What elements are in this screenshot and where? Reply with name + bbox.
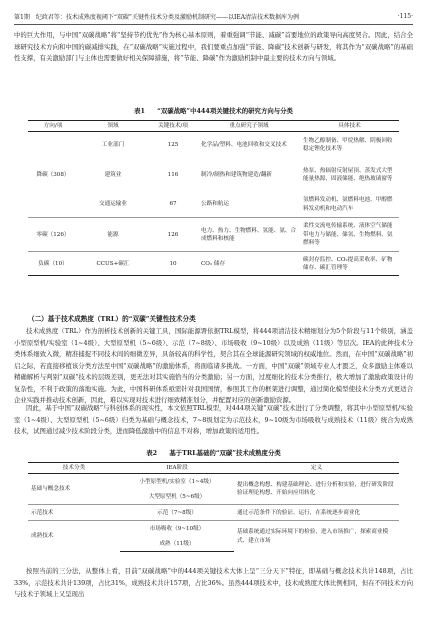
- table1-subfield: 电力、热力、生物燃料、氢能、氨、合成燃料和核能: [198, 218, 300, 252]
- table2-category: 基础与概念技术: [28, 474, 120, 505]
- table-row: [28, 505, 399, 521]
- table-row: [28, 218, 399, 252]
- intro-paragraph: 中的巨大作用，与中国“双碳战略”将“坚持节约优先”作为核心基本原则，着重强调“节能、减碳”首要地位的政策导向高度契合。因此，结合全球研究技术方向和中国的碳减排实践，在“双碳战略”实施过程中，我们要重点加强“节能、降碳”技术创新与研发，将其作为“双碳战略”的基础性支撑，有关激励部门与主体也需要做好相关保障措施，将“节能、降碳”作为激励机制中最主要的技术方向与领域。: [14, 31, 413, 62]
- table1-subfield: 制冷/制热和建筑物建造/翻新: [201, 171, 272, 178]
- running-title: 纪政君等：技术成熟度视阈下“双碳”关键性技术分类及激励机制研究——以IEA清洁技术数据库为例: [35, 13, 300, 21]
- table1-subfield: CO₂ 储存: [198, 252, 300, 276]
- table1-domain: 建筑业: [104, 171, 122, 178]
- table1-tech: 柔性交流电传输系统、液体空气储能带电力与储能、储氢、生物燃料、氨燃料等: [300, 218, 399, 252]
- table1-tech: 氢燃料发动机、氨燃料电池、甲醇燃料发动机和电动汽车: [303, 197, 393, 212]
- section-heading: （二）基于技术成熟度（TRL）的“双碳”关键性技术分类: [28, 315, 196, 323]
- table1-header-cell: 关键技术/项: [148, 121, 198, 132]
- table-row: [28, 192, 399, 218]
- table2-caption: [14, 448, 413, 457]
- table1-direction: 负碳（10）: [28, 252, 78, 276]
- table-row: [28, 158, 399, 192]
- table1-tech: 生物乙醇制备、甲烷热解、阴极回收稳定锂化技术等: [300, 132, 399, 158]
- table1-domain: 能源: [78, 218, 148, 252]
- table1-header-cell: 领域: [78, 121, 148, 132]
- issue-number: 第1期: [14, 13, 30, 21]
- table1-header-cell: 方向/项: [28, 121, 78, 132]
- table2-title: 基于TRL基础的“双碳”技术成熟度分类: [169, 449, 281, 457]
- table1-domain: 工业部门: [78, 132, 148, 158]
- section-paragraph-1: 技术成熟度（TRL）作为剖析技术创新的关键工具，国际能源署依据TRL模型，将444项清洁技术精细划分为5个阶段与11个级别，涵盖小型原型机/实验室（1~4级）、大型原型机（5~6级）、示范（7~8级）、市场吸收（9~10级）以及成熟（11级）等层次。IEA的此种技术分类体系细致入微，精准捕捉不同技术间的细微差异，具备较高的科学性，契合其在全球能源研究领域的权威地位。然而，在中国“双碳战略”初启之际，若直接移植该分类方法至中国“双碳战略”的激励体系，将面临诸多挑战。一方面，中国“双碳”领域专业人才匮乏，众多激励主体难以精确解析与判别“双碳”技术的层级差别，更无法对其实施恰当的分类激励；另一方面，过度细化的技术分类推行，极大增加了激励政策设计的复杂性，不利于政策的落地实施。为此，中国科研体系亟需针对我国国情，参照其工作的框架进行调整，通过简化模型使技术分类方式更适合企业实践并推动技术创新，因此，难以实现对技术进行细致精准划分，并配置对应的创新激励资源。: [14, 327, 413, 404]
- table2-category: 成熟技术: [28, 521, 120, 552]
- table1-header-row: [28, 121, 399, 132]
- table1-count: 116: [167, 171, 179, 178]
- table2-header-row: [28, 463, 399, 474]
- table1-subfield: 公路和航运: [201, 201, 229, 208]
- table1-tech: 碳封存监控、CO₂提高采收率、矿物储存、碳汇管理等: [300, 252, 399, 276]
- table1-subfield: 化学品/塑料、电池回收和交叉技术: [198, 132, 300, 158]
- table1-count: 67: [169, 201, 177, 208]
- table1-direction: 零碳（126）: [28, 218, 78, 252]
- table-2: [28, 462, 399, 552]
- table2-category: 示范技术: [28, 505, 120, 521]
- table-row: [28, 252, 399, 276]
- table1-tech: 热泵、热辐射反射屋顶、蒸发式大型能量热源、固液储能、绝热玻璃窗等: [303, 167, 393, 182]
- table2-header-cell: 技术分类: [28, 463, 120, 474]
- table2-header-cell: IEA阶段: [120, 463, 234, 474]
- table2-definition: 基础系统通过实际环境下的检验，进入市场推广，探索商业模式、建立市场: [234, 521, 399, 552]
- running-header: [14, 8, 413, 25]
- table1-header-cell: 具体技术: [300, 121, 399, 132]
- table1-domain: 交通运输业: [99, 201, 127, 208]
- table-1: [28, 120, 399, 276]
- table1-caption: [14, 106, 413, 115]
- table1-count: 126: [148, 218, 198, 252]
- table1-count: 10: [148, 252, 198, 276]
- table2-number: 表2: [146, 449, 158, 457]
- table2-definition: 通过示范条件下的验证、运行，在系统逐步商业化: [234, 505, 399, 521]
- page-number: ·115·: [397, 12, 413, 20]
- table2-stage: 小型原型机/实验室（1~4级）: [120, 474, 234, 490]
- table1-direction: 降碳（308）: [28, 132, 78, 218]
- table1-number: 表1: [134, 107, 145, 115]
- table-row: [28, 132, 399, 158]
- closing-paragraph: 按照当前的三分法，从整体上看，目前“双碳战略”中的444项关键技术大体上呈“三分天下”特征，即基础与概念技术共计148项，占比33%，示范技术共计139项，占比31%，成熟技术共计157项，占比36%。虽然444项技术中，技术成熟度大体比例相同，但在不同技术方向与技术子领域上又呈现出: [14, 567, 413, 598]
- table2-definition: 提出概念构想、构建基础理论、进行分析和实验，进行研发阶段验证理论构想、开始向应用转化: [234, 474, 399, 505]
- table2-stage: 市场吸收（9~10级）: [120, 521, 234, 537]
- table2-stage: 成熟（11级）: [120, 536, 234, 552]
- table2-stage: 大型原型机（5~6级）: [148, 493, 206, 500]
- table2-header-cell: 定义: [234, 463, 399, 474]
- table-row: [28, 521, 399, 537]
- table1-count: 125: [148, 132, 198, 158]
- table2-stage: 示范（7~8级）: [120, 505, 234, 521]
- table-row: [28, 474, 399, 490]
- section-paragraph-2: 因此，基于中国“双碳战略”与科创体系的现实性，本文依照TRL模型，对444项关键“双碳”技术进行了分类调整，将其中小型原型机/实验室（1~4级）、大型原型机（5~6级）归类为基础与概念技术，7~8级划定为示范技术，9~10级为市场吸收与成熟技术（11级）统合为成熟技术，试图通过减少技术阶段分类，进而降低激励中的信息不对称，增加政策的适用性。: [14, 404, 413, 435]
- table1-domain: CCUS+碳汇: [78, 252, 148, 276]
- table1-title: “双碳战略”中444项关键技术的研究方向与分类: [157, 107, 293, 115]
- table1-header-cell: 重点研究子领域: [198, 121, 300, 132]
